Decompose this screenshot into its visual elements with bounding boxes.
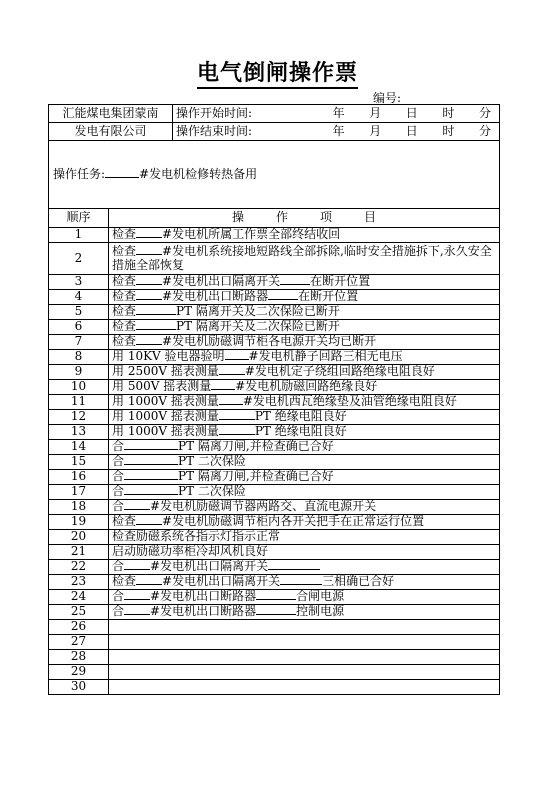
unit-blank[interactable]: [225, 359, 249, 360]
step-action: 合: [112, 499, 125, 514]
step-object: #发电机出口隔离开关: [162, 274, 281, 289]
step-action: 检查: [112, 227, 137, 242]
step-number: 13: [49, 425, 109, 440]
step-number: 24: [49, 590, 109, 605]
step-action: 检查: [112, 274, 137, 289]
step-number: 4: [49, 290, 109, 305]
start-time-row: [173, 105, 500, 123]
step-number: 7: [49, 335, 109, 350]
step-object: #发电机静子回路三相无电压: [248, 349, 403, 364]
ticket-title: 电气倒闸操作票: [0, 56, 555, 87]
step-object: #发电机励磁调节柜内各开关把手在正常运行位置: [162, 514, 425, 529]
step-text: [109, 470, 500, 485]
step-text: [109, 410, 500, 425]
step-number: 17: [49, 485, 109, 500]
step-row: [49, 590, 500, 605]
step-row: [49, 485, 500, 500]
step-row: [49, 680, 500, 695]
end-time-label: 操作结束时间:: [176, 123, 253, 138]
step-row: [49, 335, 500, 350]
step-object: #发电机出口断路器: [150, 604, 257, 619]
serial-number-label: 编号:: [373, 91, 402, 105]
step-action: 用 1000V 摇表测量: [112, 409, 219, 424]
start-year[interactable]: 年: [332, 105, 345, 120]
step-text: [109, 545, 500, 560]
step-text: [109, 305, 500, 320]
step-row: [49, 515, 500, 530]
end-day[interactable]: 日: [405, 123, 418, 138]
step-object: #发电机励磁调节器两路交、直流电源开关: [150, 499, 377, 514]
step-action: 检查: [112, 319, 137, 334]
step-text: [109, 485, 500, 500]
step-number: 12: [49, 410, 109, 425]
unit-blank[interactable]: [219, 419, 255, 420]
step-object: PT 二次保险: [178, 454, 246, 469]
step-action: 用 1000V 摇表测量: [112, 394, 219, 409]
step-action: 检查: [112, 334, 137, 349]
unit-blank[interactable]: [124, 479, 178, 480]
step-object: #发电机定子绕组回路绝缘电阻良好: [244, 364, 435, 379]
step-row: [49, 320, 500, 335]
step-number: 23: [49, 575, 109, 590]
step-text: [109, 635, 500, 650]
device-blank[interactable]: [256, 614, 296, 615]
step-text: [109, 425, 500, 440]
unit-blank[interactable]: [136, 584, 162, 585]
step-row: [49, 575, 500, 590]
step-action: 用 2500V 摇表测量: [112, 364, 219, 379]
unit-blank[interactable]: [124, 569, 150, 570]
device-blank[interactable]: [268, 569, 320, 570]
step-row: [49, 635, 500, 650]
step-number: 21: [49, 545, 109, 560]
step-row: [49, 365, 500, 380]
unit-blank[interactable]: [124, 464, 178, 465]
step-result: 合闸电源: [296, 589, 345, 604]
step-action: 合: [112, 454, 125, 469]
step-result: 三相确已合好: [322, 574, 395, 589]
step-text: [109, 243, 500, 275]
step-row: [49, 290, 500, 305]
device-blank[interactable]: [280, 284, 310, 285]
step-action: 检查: [112, 289, 137, 304]
step-action: 合: [112, 484, 125, 499]
step-action: 合: [112, 604, 125, 619]
step-action: 检查: [112, 574, 137, 589]
org-name-line2: 发电有限公司: [49, 123, 173, 141]
step-number: 2: [49, 243, 109, 275]
task-unit-blank[interactable]: [105, 177, 139, 178]
step-text: [109, 275, 500, 290]
unit-blank[interactable]: [136, 344, 162, 345]
task-text: #发电机检修转热备用: [139, 166, 258, 181]
step-action: 用 500V 摇表测量: [112, 379, 212, 394]
step-row: [49, 605, 500, 620]
step-row: [49, 530, 500, 545]
step-number: 28: [49, 650, 109, 665]
unit-blank[interactable]: [136, 314, 176, 315]
step-row: [49, 545, 500, 560]
start-hour[interactable]: 时: [442, 105, 455, 120]
step-text: [109, 380, 500, 395]
step-action: 合: [112, 559, 125, 574]
step-number: 30: [49, 680, 109, 695]
step-number: 20: [49, 530, 109, 545]
step-text: [109, 290, 500, 305]
step-text: [109, 680, 500, 695]
step-number: 16: [49, 470, 109, 485]
step-text: [109, 395, 500, 410]
unit-blank[interactable]: [136, 237, 162, 238]
step-row: [49, 560, 500, 575]
step-row: [49, 470, 500, 485]
unit-blank[interactable]: [124, 449, 178, 450]
step-number: 3: [49, 275, 109, 290]
step-text: [109, 350, 500, 365]
step-action: 合: [112, 589, 125, 604]
step-number: 19: [49, 515, 109, 530]
step-object: PT 隔离开关及二次保险已断开: [176, 304, 340, 319]
step-row: [49, 395, 500, 410]
start-month[interactable]: 月: [369, 105, 382, 120]
step-action: 检查: [112, 244, 137, 259]
step-text: [109, 335, 500, 350]
step-number: 27: [49, 635, 109, 650]
step-row: [49, 650, 500, 665]
org-name-line1: 汇能煤电集团蒙南: [49, 105, 173, 123]
step-number: 25: [49, 605, 109, 620]
unit-blank[interactable]: [136, 299, 162, 300]
step-row: [49, 380, 500, 395]
unit-blank[interactable]: [124, 509, 150, 510]
start-minute[interactable]: 分: [478, 105, 491, 120]
step-object: #发电机励磁调节柜各电源开关均已断开: [162, 334, 377, 349]
step-number: 10: [49, 380, 109, 395]
step-action: 用 1000V 摇表测量: [112, 424, 219, 439]
step-action: 用 10KV 验电器验明: [112, 349, 225, 364]
unit-blank[interactable]: [136, 254, 162, 255]
unit-blank[interactable]: [136, 284, 162, 285]
step-number: 14: [49, 440, 109, 455]
task-row: [49, 141, 500, 209]
step-action: 启动励磁功率柜冷却风机良好: [112, 544, 269, 559]
step-action: 检查励磁系统各指示灯指示正常: [112, 529, 281, 544]
end-minute[interactable]: 分: [478, 123, 491, 138]
step-result: 在断开位置: [310, 274, 371, 289]
step-object: #发电机所属工作票全部终结收回: [162, 227, 341, 242]
step-text: [109, 365, 500, 380]
step-text: [109, 560, 500, 575]
step-number: 11: [49, 395, 109, 410]
step-object: PT 隔离开关及二次保险已断开: [176, 319, 340, 334]
unit-blank[interactable]: [219, 374, 245, 375]
step-object: PT 绝缘电阻良好: [254, 409, 347, 424]
step-text: [109, 665, 500, 680]
step-object: #发电机出口隔离开关: [162, 574, 281, 589]
step-number: 8: [49, 350, 109, 365]
step-text: [109, 228, 500, 243]
task-label: 操作任务:: [53, 166, 106, 181]
step-text: [109, 530, 500, 545]
step-object: #发电机出口断路器: [162, 289, 269, 304]
device-blank[interactable]: [268, 299, 298, 300]
step-row: [49, 665, 500, 680]
unit-blank[interactable]: [136, 524, 162, 525]
step-result: 控制电源: [296, 604, 345, 619]
start-day[interactable]: 日: [405, 105, 418, 120]
step-text: [109, 320, 500, 335]
step-text: [109, 605, 500, 620]
step-result: 在断开位置: [298, 289, 359, 304]
step-text: [109, 515, 500, 530]
unit-blank[interactable]: [124, 494, 178, 495]
step-number: 22: [49, 560, 109, 575]
end-year[interactable]: 年: [332, 123, 345, 138]
step-text: [109, 590, 500, 605]
step-number: 9: [49, 365, 109, 380]
unit-blank[interactable]: [219, 404, 243, 405]
step-object: #发电机西瓦绝缘垫及油管绝缘电阻良好: [242, 394, 457, 409]
step-number: 1: [49, 228, 109, 243]
device-blank[interactable]: [280, 584, 322, 585]
step-action: 合: [112, 469, 125, 484]
step-object: #发电机励磁回路绝缘良好: [235, 379, 378, 394]
step-row: [49, 425, 500, 440]
step-text: [109, 455, 500, 470]
step-object: #发电机出口断路器: [150, 589, 257, 604]
seq-column-header: 顺序: [49, 209, 109, 228]
unit-blank[interactable]: [136, 329, 176, 330]
item-column-header: 操作项目: [109, 209, 500, 228]
step-row: [49, 275, 500, 290]
step-row: [49, 305, 500, 320]
step-object: PT 隔离刀闸,并检查确已合好: [178, 469, 334, 484]
step-row: [49, 620, 500, 635]
end-time-row: [173, 123, 500, 141]
end-month[interactable]: 月: [369, 123, 382, 138]
unit-blank[interactable]: [124, 599, 150, 600]
step-row: [49, 440, 500, 455]
step-text: [109, 440, 500, 455]
step-row: [49, 410, 500, 425]
step-action: 合: [112, 439, 125, 454]
step-row: [49, 228, 500, 243]
step-object: PT 绝缘电阻良好: [254, 424, 347, 439]
step-object: #发电机出口隔离开关: [150, 559, 269, 574]
device-blank[interactable]: [256, 599, 296, 600]
step-row: [49, 455, 500, 470]
end-hour[interactable]: 时: [442, 123, 455, 138]
step-object: PT 隔离刀闸,并检查确已合好: [178, 439, 334, 454]
step-number: 15: [49, 455, 109, 470]
step-number: 26: [49, 620, 109, 635]
step-number: 5: [49, 305, 109, 320]
step-object: #发电机系统接地短路线全部拆除,临时安全措施拆下,永久安全措施全部恢复: [112, 244, 492, 272]
step-text: [109, 575, 500, 590]
unit-blank[interactable]: [124, 614, 150, 615]
step-text: [109, 650, 500, 665]
steps-body: [49, 228, 500, 695]
start-time-label: 操作开始时间:: [176, 105, 253, 120]
step-row: [49, 350, 500, 365]
step-number: 6: [49, 320, 109, 335]
step-number: 29: [49, 665, 109, 680]
step-object: PT 二次保险: [178, 484, 246, 499]
step-row: [49, 500, 500, 515]
step-text: [109, 620, 500, 635]
step-action: 检查: [112, 514, 137, 529]
step-number: 18: [49, 500, 109, 515]
step-action: 检查: [112, 304, 137, 319]
unit-blank[interactable]: [211, 389, 235, 390]
step-text: [109, 500, 500, 515]
step-row: [49, 243, 500, 275]
unit-blank[interactable]: [219, 434, 255, 435]
operation-ticket-table: [48, 104, 500, 695]
